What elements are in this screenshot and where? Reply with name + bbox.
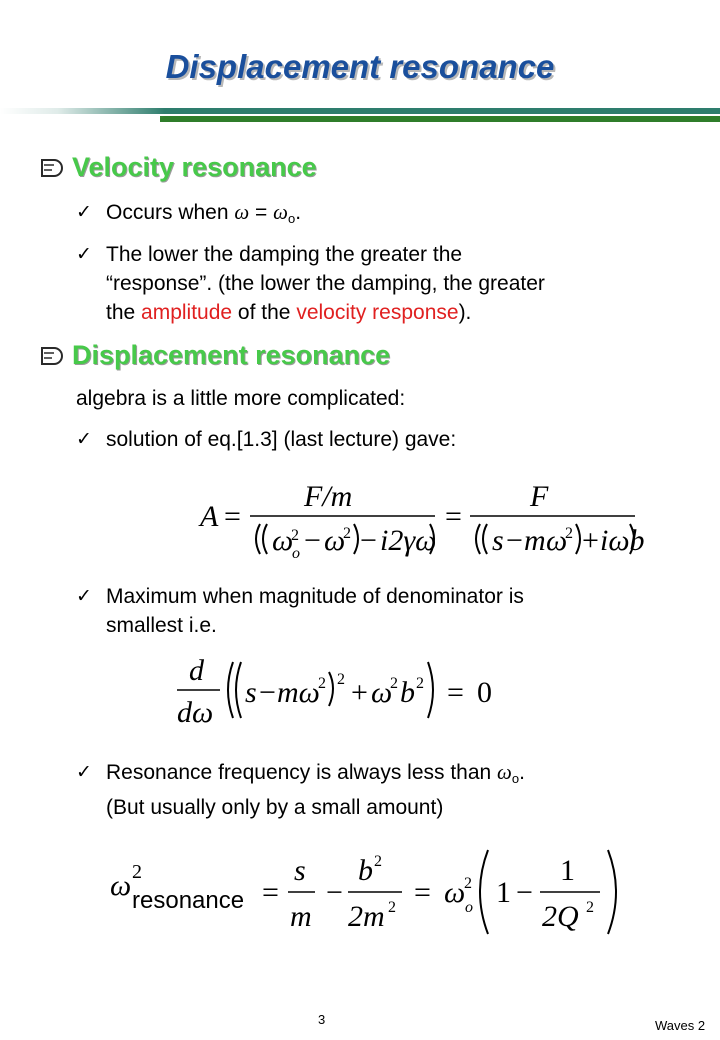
bullet-maximum: Maximum when magnitude of denominator is smallest i.e. — [106, 585, 524, 637]
svg-text:2: 2 — [318, 675, 326, 692]
check-mark-icon: ✓ — [76, 429, 92, 450]
svg-text:=: = — [447, 676, 464, 709]
check-mark-icon: ✓ — [76, 202, 92, 223]
svg-text:0: 0 — [477, 676, 492, 709]
svg-text:ω: ω — [110, 869, 132, 902]
svg-text:2: 2 — [374, 853, 382, 870]
svg-text:b: b — [358, 854, 373, 887]
svg-text:ω: ω — [272, 524, 294, 557]
highlight-amplitude: amplitude — [141, 301, 233, 324]
equation-derivative — [175, 650, 555, 730]
svg-text:−: − — [326, 876, 343, 909]
check-mark-icon: ✓ — [76, 762, 92, 783]
svg-text:2: 2 — [132, 861, 142, 883]
algebra-intro: algebra is a little more complicated: — [76, 387, 406, 410]
svg-text:2Q: 2Q — [542, 900, 579, 933]
svg-text:m: m — [290, 900, 312, 933]
slide-title: Displacement resonance — [165, 48, 555, 85]
svg-text:F: F — [530, 480, 549, 513]
svg-text:2m: 2m — [348, 900, 385, 933]
equation-amplitude — [200, 470, 645, 565]
svg-text:d: d — [189, 654, 204, 687]
svg-text:dω: dω — [177, 696, 214, 729]
svg-text:s: s — [245, 676, 257, 709]
svg-text:ω: ω — [371, 676, 393, 709]
svg-text:−: − — [506, 524, 523, 557]
bullet-resonance-frequency: Resonance frequency is always less than $\omega_o$. (But usually only by a small amount) — [106, 760, 525, 819]
svg-text:−: − — [360, 524, 377, 557]
section-heading-text: Displacement resonance — [72, 340, 391, 370]
section-heading-text: Velocity resonance — [72, 152, 317, 182]
svg-text:−: − — [304, 524, 321, 557]
svg-text:+: + — [582, 524, 599, 557]
svg-text:1: 1 — [560, 854, 575, 887]
svg-text:o: o — [292, 545, 300, 562]
svg-text:2: 2 — [416, 675, 424, 692]
svg-text:=: = — [414, 876, 431, 909]
svg-text:=: = — [262, 876, 279, 909]
svg-text:2: 2 — [337, 671, 345, 688]
page-number: 3 — [318, 1012, 326, 1027]
bullet-solution: solution of eq.[1.3] (last lecture) gave: — [106, 428, 457, 451]
svg-text:−: − — [516, 876, 533, 909]
bullet-occurs: Occurs when $\omega = \omega_o$. — [106, 200, 302, 226]
svg-text:+: + — [351, 676, 368, 709]
svg-text:=: = — [224, 500, 241, 533]
svg-text:ω: ω — [324, 524, 346, 557]
svg-text:1: 1 — [496, 876, 511, 909]
svg-text:2: 2 — [586, 899, 594, 916]
section-heading-velocity — [38, 152, 317, 183]
svg-text:2: 2 — [343, 525, 351, 542]
svg-text:F/m: F/m — [304, 480, 353, 513]
svg-text:2: 2 — [390, 675, 398, 692]
svg-text:2: 2 — [388, 899, 396, 916]
svg-text:mω: mω — [277, 676, 320, 709]
svg-text:−: − — [259, 676, 276, 709]
svg-text:A: A — [200, 500, 219, 533]
svg-text:o: o — [465, 899, 473, 916]
bullet-damping: The lower the damping the greater the “response”. (the lower the damping, the greater the amplitude of the velocity response). — [106, 243, 545, 324]
title-rule-bottom — [160, 116, 720, 122]
svg-text:s: s — [294, 854, 306, 887]
svg-text:ω: ω — [546, 524, 568, 557]
svg-text:resonance: resonance — [132, 887, 245, 914]
thumb-pointer-icon — [38, 154, 66, 182]
title-rule-fade — [0, 104, 165, 118]
thumb-pointer-icon — [38, 342, 66, 370]
check-mark-icon: ✓ — [76, 244, 92, 265]
svg-text:s: s — [492, 524, 504, 557]
svg-text:ω: ω — [444, 876, 466, 909]
svg-text:2: 2 — [464, 875, 472, 892]
check-mark-icon: ✓ — [76, 586, 92, 607]
svg-text:iωb: iωb — [600, 524, 645, 557]
svg-text:m: m — [524, 524, 546, 557]
svg-text:2: 2 — [291, 527, 299, 544]
footer-label: Waves 2 — [655, 1018, 706, 1033]
svg-text:2: 2 — [565, 525, 573, 542]
section-heading-displacement — [38, 340, 390, 371]
svg-text:=: = — [445, 500, 462, 533]
equation-resonance-frequency — [110, 840, 630, 940]
highlight-velocity-response: velocity response — [296, 301, 459, 324]
svg-text:b: b — [400, 676, 415, 709]
svg-text:i2γω: i2γω — [380, 524, 437, 557]
